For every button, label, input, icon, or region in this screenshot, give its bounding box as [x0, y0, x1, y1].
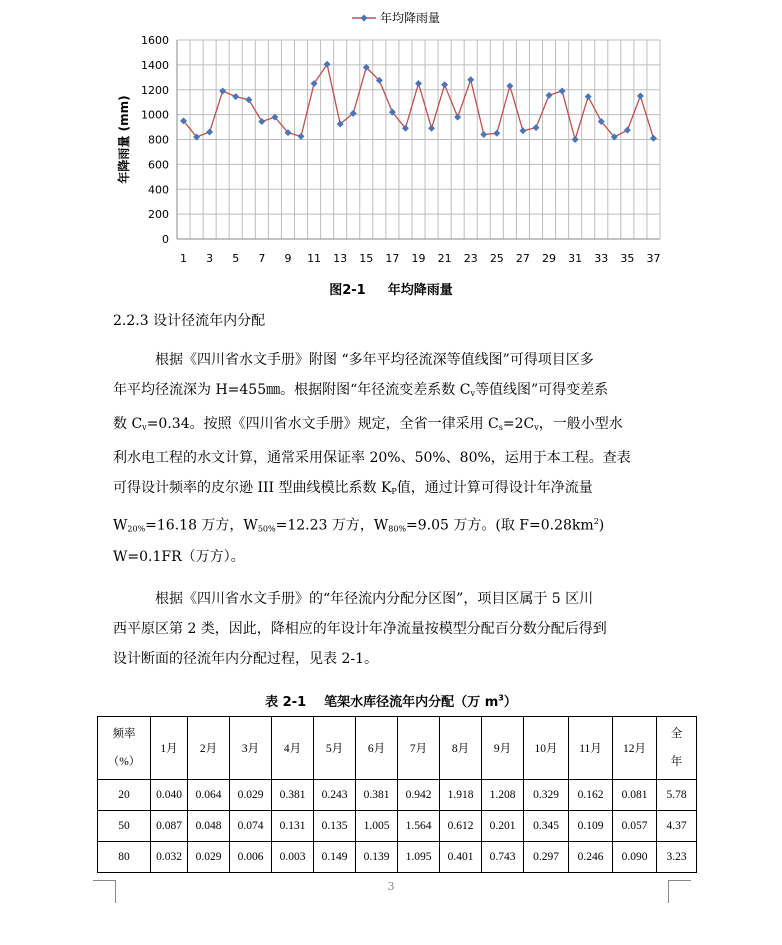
- header-month: 4月: [272, 717, 314, 780]
- y-tick-label: 600: [148, 158, 169, 172]
- y-tick-label: 1400: [141, 58, 169, 72]
- table-cell: 0.029: [230, 780, 272, 811]
- data-point: [219, 87, 226, 94]
- data-point: [650, 135, 657, 142]
- table-cell: 0.006: [230, 842, 272, 873]
- x-tick-label: 19: [411, 252, 426, 265]
- data-point: [559, 87, 566, 94]
- table-cell: 5.78: [657, 780, 697, 811]
- header-month: 1月: [151, 717, 188, 780]
- table-row: [98, 842, 697, 873]
- data-point: [206, 129, 213, 136]
- header-frequency: 频率 （%）: [98, 717, 151, 780]
- data-point: [493, 130, 500, 137]
- formula-line: W=0.1FR（万方）。: [113, 549, 245, 565]
- header-month: 8月: [440, 717, 482, 780]
- data-point: [546, 92, 553, 99]
- y-tick-label: 800: [148, 133, 169, 147]
- table-cell: 0.074: [230, 811, 272, 842]
- y-tick-label: 200: [148, 208, 169, 222]
- table-cell: 0.057: [613, 811, 657, 842]
- data-point: [428, 125, 435, 132]
- table-cell: 1.208: [482, 780, 524, 811]
- table-cell: 0.109: [569, 811, 613, 842]
- runoff-distribution-table: [97, 716, 697, 873]
- table-cell: 0.064: [188, 780, 230, 811]
- x-tick-label: 15: [359, 252, 374, 265]
- table-cell: 20: [98, 780, 151, 811]
- x-tick-label: 7: [258, 252, 266, 265]
- header-month: 7月: [398, 717, 440, 780]
- x-tick-label: 25: [489, 252, 504, 265]
- data-point: [441, 81, 448, 88]
- data-point: [637, 92, 644, 99]
- y-tick-label: 0: [162, 233, 169, 246]
- header-month: 9月: [482, 717, 524, 780]
- table-cell: 0.032: [151, 842, 188, 873]
- y-tick-label: 1000: [141, 108, 169, 122]
- figure-title: 年均降雨量: [387, 283, 453, 298]
- series-line: [184, 64, 654, 139]
- table-cell: 0.149: [314, 842, 356, 873]
- data-point: [519, 127, 526, 134]
- table-cell: 1.564: [398, 811, 440, 842]
- section-heading: 2.2.3 设计径流年内分配: [113, 313, 266, 329]
- legend-label: 年均降雨量: [380, 11, 441, 25]
- table-cell: 0.345: [524, 811, 569, 842]
- table-cell: 50: [98, 811, 151, 842]
- table-cell: 0.381: [272, 780, 314, 811]
- table-cell: 0.131: [272, 811, 314, 842]
- x-tick-label: 13: [333, 252, 348, 265]
- y-axis-label: 年降雨量 (mm): [117, 95, 131, 184]
- table-cell: 0.048: [188, 811, 230, 842]
- table-cell: 0.401: [440, 842, 482, 873]
- table-cell: 4.37: [657, 811, 697, 842]
- table-cell: 0.243: [314, 780, 356, 811]
- header-month: 2月: [188, 717, 230, 780]
- header-month: 6月: [356, 717, 398, 780]
- data-point: [245, 96, 252, 103]
- paragraph-distribution: 根据《四川省水文手册》的“年径流内分配分区图”，项目区属于 5 区川 西平原区第 2 类，因此，降相应的年设计年净流量按模型分配百分数分配后得到 设计断面的径流年内分配过程，见表 2-1。: [113, 591, 607, 667]
- x-tick-label: 31: [568, 252, 583, 265]
- table-cell: 0.081: [613, 780, 657, 811]
- data-point: [467, 76, 474, 83]
- data-point: [298, 133, 305, 140]
- header-month: 3月: [230, 717, 272, 780]
- x-tick-label: 1: [180, 252, 188, 265]
- x-tick-label: 35: [620, 252, 635, 265]
- table-cell: 0.040: [151, 780, 188, 811]
- data-point: [258, 118, 265, 125]
- table-cell: 0.029: [188, 842, 230, 873]
- x-tick-label: 37: [646, 252, 661, 265]
- header-month: 5月: [314, 717, 356, 780]
- data-point: [232, 93, 239, 100]
- x-tick-label: 21: [437, 252, 452, 265]
- x-tick-label: 27: [515, 252, 530, 265]
- data-point: [480, 131, 487, 138]
- table-cell: 0.612: [440, 811, 482, 842]
- data-point: [585, 93, 592, 100]
- data-point: [415, 80, 422, 87]
- table-cell: 0.297: [524, 842, 569, 873]
- table-cell: 0.246: [569, 842, 613, 873]
- data-point: [532, 124, 539, 131]
- table-row: [98, 811, 697, 842]
- header-month: 10月: [524, 717, 569, 780]
- y-tick-label: 1200: [141, 83, 169, 97]
- data-point: [572, 136, 579, 143]
- table-cell: 1.918: [440, 780, 482, 811]
- rainfall-line-chart: [0, 0, 782, 300]
- data-point: [506, 83, 513, 90]
- figure-caption: [0, 279, 782, 298]
- table-cell: 1.005: [356, 811, 398, 842]
- paragraph-runoff-depth: 根据《四川省水文手册》附图 “多年平均径流深等值线图”可得项目区多 年平均径流深为 H=455㎜。根据附图“年径流变差系数 $C_v$等值线图”可得变差系 数 $C_v=0.34$。按照《四川省水文手册》规定，全省一律采用 $C_s=2C_v$，一般小型水 利水电工程的水文计算，通常采用保证率 20%、50%、80%，运用于本工程。查表 可得设计频率的皮尔逊 III 型曲线模比系数 $K_P$值，通过计算可得设计年净流量 $W_{20\%}=16.18$ 万方，$W_{50\%}=12.23$ 万方，$W_{80\%}=9.05$ 万方。(取 $F=0.28km^2$): [113, 352, 631, 534]
- y-tick-label: 1600: [141, 34, 169, 47]
- x-tick-label: 9: [284, 252, 292, 265]
- x-tick-label: 11: [307, 252, 322, 265]
- data-point: [624, 127, 631, 134]
- figure-number: 图2-1: [329, 283, 366, 298]
- table-cell: 80: [98, 842, 151, 873]
- header-month: 12月: [613, 717, 657, 780]
- table-cell: 0.087: [151, 811, 188, 842]
- y-tick-label: 400: [148, 183, 169, 197]
- x-tick-label: 29: [542, 252, 557, 265]
- table-cell: 1.095: [398, 842, 440, 873]
- header-month: 11月: [569, 717, 613, 780]
- data-point: [324, 61, 331, 68]
- table-row: [98, 780, 697, 811]
- legend-marker: [361, 15, 368, 22]
- table-cell: 0.329: [524, 780, 569, 811]
- table-cell: 0.162: [569, 780, 613, 811]
- table-caption: 表 2-1 笔架水库径流年内分配（万 $m^3$）: [265, 693, 517, 710]
- x-tick-label: 23: [463, 252, 478, 265]
- table-cell: 3.23: [657, 842, 697, 873]
- x-tick-label: 3: [206, 252, 214, 265]
- table-cell: 0.139: [356, 842, 398, 873]
- table-cell: 0.743: [482, 842, 524, 873]
- header-annual: 全 年: [657, 717, 697, 780]
- table-cell: 0.381: [356, 780, 398, 811]
- table-cell: 0.135: [314, 811, 356, 842]
- x-tick-label: 17: [385, 252, 400, 265]
- page-number: 3: [387, 880, 395, 893]
- x-tick-label: 5: [232, 252, 240, 265]
- table-cell: 0.090: [613, 842, 657, 873]
- table-cell: 0.201: [482, 811, 524, 842]
- table-cell: 0.942: [398, 780, 440, 811]
- table-cell: 0.003: [272, 842, 314, 873]
- x-tick-label: 33: [594, 252, 609, 265]
